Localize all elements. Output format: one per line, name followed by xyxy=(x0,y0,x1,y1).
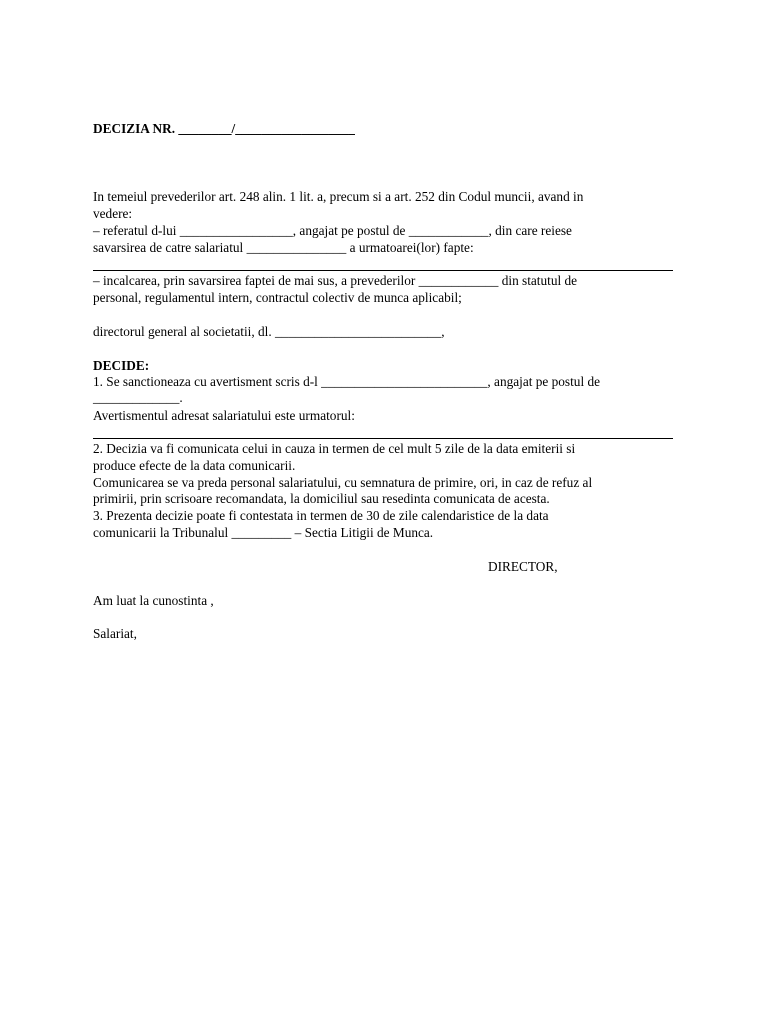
intro-line-6: personal, regulamentul intern, contractul colectiv de munca aplicabil; xyxy=(93,290,462,305)
blank-rule-warning xyxy=(93,438,673,439)
point-2-line-4: primirii, prin scrisoare recomandata, la domiciliul sau resedinta comunicata de acesta. xyxy=(93,491,550,506)
intro-line-3: – referatul d-lui _________________, angajat pe postul de ____________, din care reiese xyxy=(93,223,572,238)
intro-line-2: vedere: xyxy=(93,206,133,221)
director-signature-label: DIRECTOR, xyxy=(488,559,558,574)
point-3-line-2: comunicarii la Tribunalul _________ – Sectia Litigii de Munca. xyxy=(93,525,434,540)
decide-heading: DECIDE: xyxy=(93,358,150,373)
intro-line-4: savarsirea de catre salariatul _______________ a urmatoarei(lor) fapte: xyxy=(93,240,474,255)
point-3-line-1: 3. Prezenta decizie poate fi contestata in termen de 30 de zile calendaristice de la data xyxy=(93,508,549,523)
employee-signature-label: Salariat, xyxy=(93,626,137,641)
point-2-line-3: Comunicarea se va preda personal salariatului, cu semnatura de primire, ori, in caz de refuz al xyxy=(93,475,593,490)
director-general-line: directorul general al societatii, dl. _________________________, xyxy=(93,324,445,339)
point-2-line-1: 2. Decizia va fi comunicata celui in cauza in termen de cel mult 5 zile de la data emiterii si xyxy=(93,441,576,456)
point-1-line-2: _____________. xyxy=(93,390,183,405)
intro-line-1: In temeiul prevederilor art. 248 alin. 1 lit. a, precum si a art. 252 din Codul muncii, avand in xyxy=(93,189,584,204)
intro-line-5: – incalcarea, prin savarsirea faptei de mai sus, a prevederilor ____________ din statutul de xyxy=(93,273,578,288)
warning-text-label: Avertismentul adresat salariatului este urmatorul: xyxy=(93,408,355,423)
point-1-line-1: 1. Se sanctioneaza cu avertisment scris d-l _________________________, angajat pe postul de xyxy=(93,374,601,389)
blank-rule-facts xyxy=(93,270,673,271)
point-2-line-2: produce efecte de la data comunicarii. xyxy=(93,458,296,473)
document-title: DECIZIA NR. ________/__________________ xyxy=(93,121,355,136)
acknowledgement-text: Am luat la cunostinta , xyxy=(93,593,214,608)
